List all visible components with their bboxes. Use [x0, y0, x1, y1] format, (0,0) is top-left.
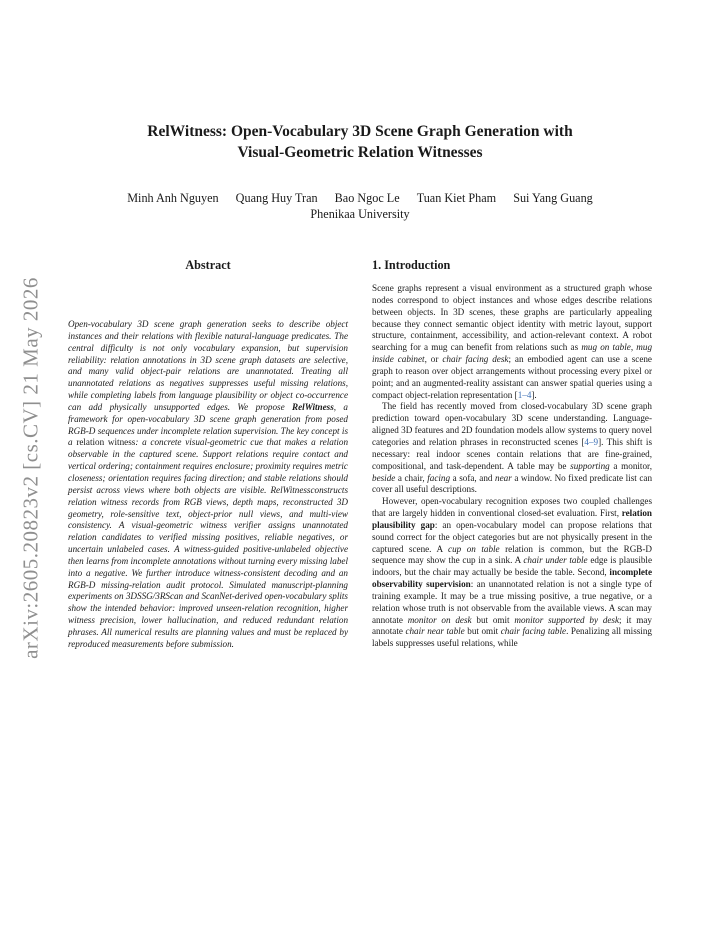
- author-name: Quang Huy Tran: [235, 191, 318, 205]
- introduction-body: [372, 283, 652, 650]
- intro-paragraph: However, open-vocabulary recognition exposes two coupled challenges that are largely hidden in conventional closed-set evaluation. First, relation plausibility gap: an open-vocabulary model can propose relations that sound correct for the object categories but are not physically present in the captured scene. A cup on table relation is common, but the RGB-D sequence may show the cup in a sink. A chair under table edge is plausible indoors, but the chair may actually be beside the table. Second, incomplete observability supervision: an unannotated relation is not a single type of training example. It may be a true missing positive, a true negative, or a relation whose truth is not observable from the available views. A scan may annotate monitor on desk but omit monitor supported by desk; it may annotate chair near table but omit chair facing table. Penalizing all missing labels suppresses useful relations, while: [372, 496, 653, 649]
- author-name: Bao Ngoc Le: [334, 191, 400, 205]
- arxiv-stamp: arXiv:2605.20823v2 [cs.CV] 21 May 2026: [18, 277, 43, 659]
- introduction-heading: 1. Introduction: [372, 258, 451, 272]
- citation-link[interactable]: 4–9: [584, 436, 599, 447]
- citation-link[interactable]: 1–4: [517, 389, 532, 400]
- intro-paragraph: The field has recently moved from closed-vocabulary 3D scene graph prediction toward open-vocabulary 3D scene understanding. Language-aligned 3D features and 2D foundation models allow systems to query novel categories and relation phrases in reconstructed scenes [4–9]. This shift is necessary: real indoor scenes contain relations that are fine-grained, compositional, and task-dependent. A table may be supporting a monitor, beside a chair, facing a sofa, and near a window. No fixed predicate list can cover all useful descriptions.: [372, 401, 653, 495]
- author-name: Sui Yang Guang: [513, 191, 593, 205]
- affiliation: Phenikaa University: [310, 207, 410, 221]
- intro-paragraph: Scene graphs represent a visual environment as a structured graph whose nodes correspond to object instances and whose edges describe relations between objects. In 3D scenes, these graphs are particularly appealing because they connect semantic object identity with metric layout, support structure, containment, accessibility, and action-relevant context. A robot searching for a mug can benefit from relations such as mug on table, mug inside cabinet, or chair facing desk; an embodied agent can use a scene graph to reason over object arrangements without processing every pixel or point; and an augmented-reality assistant can answer spatial queries using a compact object-relation representation [1–4].: [372, 283, 653, 400]
- abstract-heading: Abstract: [185, 258, 231, 272]
- abstract-body: Open-vocabulary 3D scene graph generation seeks to describe object instances and their relations with flexible natural-language predicates. The central difficulty is not only vocabulary expansion, but supervision reliability: relation annotations in 3D scene graph datasets are selective, and many valid object-pair relations are unannotated. Treating all unannotated relations as negatives suppresses useful missing relations, while completing labels from language plausibility or object co-occurrence can add physically unsupported edges. We propose RelWitness, a framework for open-vocabulary 3D scene graph generation from posed RGB-D sequences under incomplete relation supervision. The key concept is a relation witness: a concrete visual-geometric cue that makes a relation observable in the captured scene. Support relations require contact and vertical ordering; containment requires enclosure; proximity requires metric closeness; orientation requires facing direction; and stable relations should persist across views where both objects are visible. RelWitnessconstructs relation witness records from RGB views, depth maps, reconstructed 3D geometry, role-sensitive text, object-prior null views, and multi-view consistency. A visual-geometric witness verifier assigns unannotated relation candidates to verified missing positives, reliable negatives, or uncertain unlabeled cases. A witness-guided positive-unlabeled objective then learns from incomplete annotations without turning every missing label into a negative. We further introduce witness-consistent decoding and an RGB-D missing-relation audit protocol. Simulated manuscript-planning experiments on 3DSSG/3RScan and ScanNet-derived open-vocabulary splits show the intended behavior: improved unseen-relation recognition, higher witness precision, lower hallucination, and reduced redundant relation phrases. All numerical results are planning values and must be replaced by reproduced measurements before submission.: [68, 319, 349, 649]
- author-name: Tuan Kiet Pham: [416, 191, 497, 205]
- paper-title: RelWitness: Open-Vocabulary 3D Scene Graph Generation with Visual-Geometric Relation Witnesses: [147, 123, 573, 161]
- author-block: [60, 190, 660, 222]
- author-list: [60, 190, 660, 206]
- author-name: Minh Anh Nguyen: [127, 191, 219, 205]
